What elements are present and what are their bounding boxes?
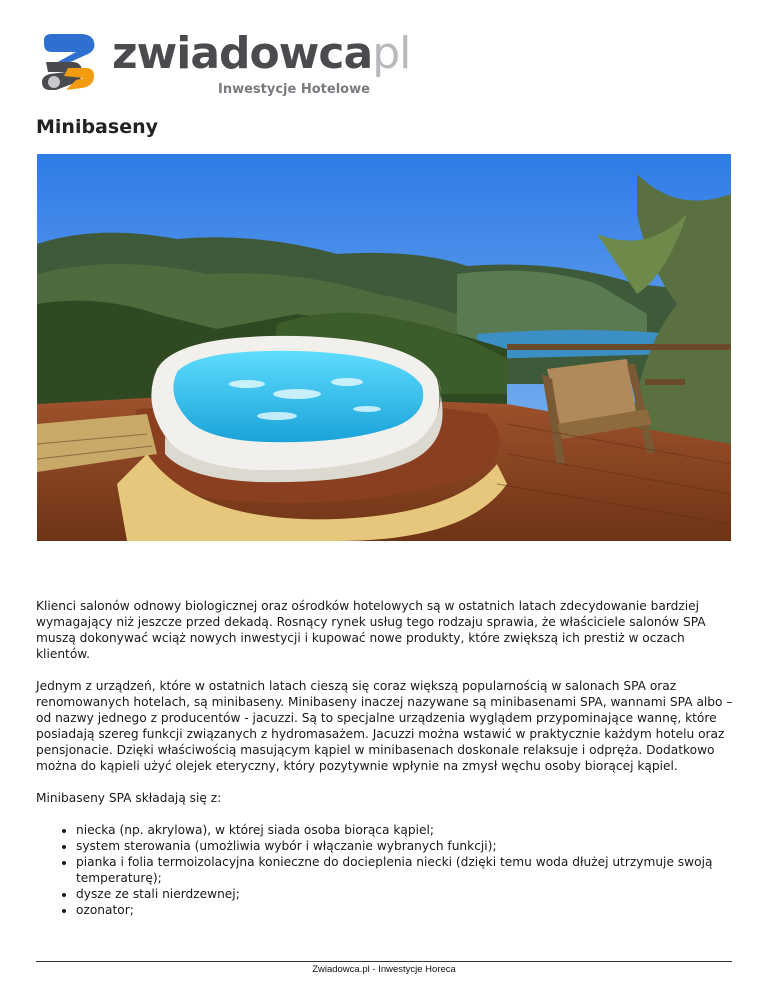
list-item: • dysze ze stali nierdzewnej; bbox=[76, 886, 736, 902]
logo-wordmark-tld: pl bbox=[372, 28, 411, 79]
article-body bbox=[36, 598, 736, 918]
hero-image bbox=[37, 154, 731, 541]
page-title: Minibaseny bbox=[36, 116, 158, 138]
site-logo[interactable] bbox=[36, 28, 436, 102]
paragraph-description: Jednym z urządzeń, które w ostatnich latach cieszą się coraz większą popularnością w salonach SPA oraz renomowanych hotelach, są minibaseny. Minibaseny inaczej nazywane są minibasenami SPA, wannami SPA albo – od nazwy jednego z producentów - jacuzzi. Są to specjalne urządzenia wyglądem przypominające wannę, które posiadają szereg funkcji związanych z hydromasażem. Jacuzzi można wstawić w praktycznie każdym hotelu oraz pensjonacie. Dzięki właściwością masującym kąpiel w minibasenach doskonale relaksuje i odpręża. Dodatkowo można do kąpieli użyć olejek eteryczny, który pozytywnie wpłynie na zmysł węchu osoby biorącej kąpiel. bbox=[36, 679, 733, 773]
list-item: • niecka (np. akrylowa), w której siada osoba biorąca kąpiel; bbox=[76, 822, 736, 838]
logo-wordmark bbox=[112, 28, 410, 79]
paragraph-list-intro: Minibaseny SPA składają się z: bbox=[36, 791, 222, 805]
paragraph-intro: Klienci salonów odnowy biologicznej oraz ośrodków hotelowych są w ostatnich latach zdecydowanie bardziej wymagający niż jeszcze przed dekadą. Rosnący rynek usług tego rodzaju sprawia, że właściciele salonów SPA muszą dokonywać wciąż nowych inwestycji i kupować nowe produkty, które zwiększą ich prestiż w oczach klientów. bbox=[36, 599, 706, 661]
list-item: • ozonator; bbox=[76, 902, 736, 918]
list-item: • pianka i folia termoizolacyjna konieczne do docieplenia niecki (dzięki temu woda dłużej utrzymuje swoją temperaturę); bbox=[76, 854, 736, 886]
footer-divider bbox=[36, 961, 732, 962]
components-list bbox=[36, 822, 736, 918]
logo-mark-icon bbox=[36, 32, 100, 92]
footer-text: Zwiadowca.pl - Inwestycje Horeca bbox=[312, 964, 456, 975]
logo-wordmark-main: zwiadowca bbox=[112, 28, 373, 79]
logo-tagline: Inwestycje Hotelowe bbox=[218, 82, 370, 97]
hot-tub-photo-icon bbox=[37, 154, 731, 541]
list-item: • system sterowania (umożliwia wybór i włączanie wybranych funkcji); bbox=[76, 838, 736, 854]
